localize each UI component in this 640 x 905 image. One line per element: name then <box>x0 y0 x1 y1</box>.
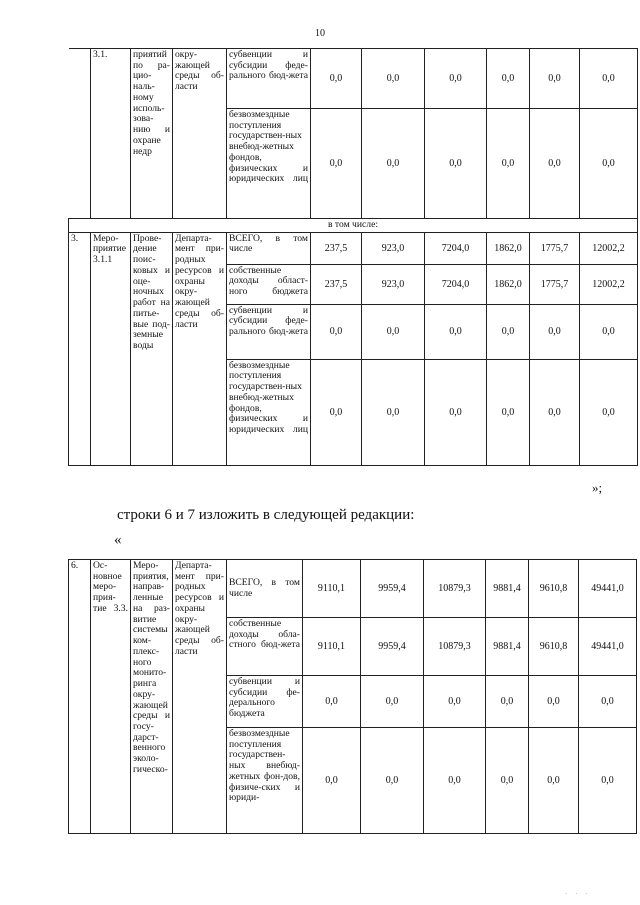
page-number: 10 <box>315 28 325 39</box>
value-cell: 1775,7 <box>530 264 580 304</box>
value-cell: 0,0 <box>580 109 638 219</box>
value-cell: 7204,0 <box>425 232 487 264</box>
funding-source: собственные доходы обла-стного бюд-жета <box>227 618 303 676</box>
row-number: 3. <box>69 232 91 465</box>
value-cell: 923,0 <box>362 232 425 264</box>
value-cell: 0,0 <box>580 49 638 109</box>
table-row <box>69 219 638 233</box>
value-cell: 0,0 <box>424 728 486 834</box>
value-cell: 923,0 <box>362 264 425 304</box>
funding-source: безвозмездные поступления государствен-ных внебюд-жетных фондов, физических и юридических лиц <box>227 109 311 219</box>
value-cell: 0,0 <box>529 728 579 834</box>
value-cell: 0,0 <box>424 676 486 728</box>
funding-source: субвенции и субсидии феде-рального бюд-жета <box>227 49 311 109</box>
value-cell: 0,0 <box>486 676 529 728</box>
value-cell: 9959,4 <box>361 618 424 676</box>
funding-source: безвозмездные поступления государствен-ных внебюд-жетных фон-дов, физиче-ских и юриди- <box>227 728 303 834</box>
value-cell: 0,0 <box>362 304 425 359</box>
value-cell: 12002,2 <box>580 232 638 264</box>
value-cell: 237,5 <box>311 232 362 264</box>
funding-source: ВСЕГО, в том числе <box>227 232 311 264</box>
value-cell: 0,0 <box>425 49 487 109</box>
closing-quote-mark: »; <box>592 480 603 495</box>
value-cell: 0,0 <box>425 109 487 219</box>
value-cell: 0,0 <box>487 304 530 359</box>
value-cell: 0,0 <box>580 359 638 465</box>
activity-name: Прове-дение поис-ковых и оце-ночных работ на питье-вые под-земные воды <box>131 232 173 465</box>
value-cell: 0,0 <box>530 359 580 465</box>
funding-source: субвенции и субсидии феде-рального бюд-жета <box>227 304 311 359</box>
budget-table-new-rows <box>68 559 637 834</box>
in-that-number-note: в том числе: <box>69 219 638 233</box>
value-cell: 1862,0 <box>487 264 530 304</box>
value-cell: 0,0 <box>362 109 425 219</box>
budget-table-continued <box>68 48 638 466</box>
event-type: Меро-приятие 3.1.1 <box>91 232 131 465</box>
value-cell: 0,0 <box>303 676 361 728</box>
table-row <box>69 232 638 264</box>
value-cell: 0,0 <box>425 304 487 359</box>
activity-name: Меро-приятия, направ-ленные на раз-витие системы ком-плекс-ного монито-ринга окру-жающей среды и госу-дарст-венного эколо-гическо- <box>131 560 173 834</box>
funding-source: безвозмездные поступления государствен-ных внебюд-жетных фондов, физических и юридических лиц <box>227 359 311 465</box>
value-cell: 1862,0 <box>487 232 530 264</box>
opening-quote-mark: « <box>114 532 122 548</box>
value-cell: 0,0 <box>311 49 362 109</box>
scan-corner-mark <box>570 0 630 6</box>
value-cell: 0,0 <box>579 728 637 834</box>
value-cell: 0,0 <box>580 304 638 359</box>
value-cell: 0,0 <box>486 728 529 834</box>
value-cell: 9110,1 <box>303 618 361 676</box>
value-cell: 0,0 <box>362 359 425 465</box>
value-cell: 0,0 <box>529 676 579 728</box>
value-cell: 0,0 <box>530 49 580 109</box>
row-number: 3.1. <box>91 49 131 219</box>
value-cell: 7204,0 <box>425 264 487 304</box>
value-cell: 0,0 <box>487 109 530 219</box>
value-cell: 9610,8 <box>529 560 579 618</box>
value-cell: 49441,0 <box>579 560 637 618</box>
value-cell: 9959,4 <box>361 560 424 618</box>
executor-name: окру-жающей среды об-ласти <box>173 49 227 219</box>
activity-name: приятий по ра-цио-наль-ному исполь-зова-нию и охране недр <box>131 49 173 219</box>
funding-source: субвенции и субсидии фе-дерального бюджета <box>227 676 303 728</box>
value-cell: 9881,4 <box>486 560 529 618</box>
value-cell: 10879,3 <box>424 560 486 618</box>
value-cell: 0,0 <box>303 728 361 834</box>
value-cell: 49441,0 <box>579 618 637 676</box>
value-cell: 0,0 <box>487 359 530 465</box>
value-cell: 9610,8 <box>529 618 579 676</box>
value-cell: 0,0 <box>362 49 425 109</box>
value-cell: 9110,1 <box>303 560 361 618</box>
scan-footer-mark: · · · <box>565 890 591 898</box>
value-cell: 237,5 <box>311 264 362 304</box>
table-row <box>69 49 638 109</box>
value-cell: 0,0 <box>530 304 580 359</box>
table-row <box>69 560 637 618</box>
amendment-statement: строки 6 и 7 изложить в следующей редакции: <box>117 507 415 523</box>
value-cell: 9881,4 <box>486 618 529 676</box>
value-cell: 0,0 <box>425 359 487 465</box>
value-cell: 0,0 <box>311 109 362 219</box>
value-cell: 12002,2 <box>580 264 638 304</box>
value-cell: 0,0 <box>579 676 637 728</box>
funding-source: ВСЕГО, в том числе <box>227 560 303 618</box>
value-cell: 0,0 <box>487 49 530 109</box>
value-cell: 1775,7 <box>530 232 580 264</box>
value-cell: 0,0 <box>361 676 424 728</box>
value-cell: 0,0 <box>361 728 424 834</box>
value-cell: 0,0 <box>311 359 362 465</box>
value-cell: 0,0 <box>311 304 362 359</box>
executor-name: Департа-мент при-родных ресурсов и охраны окру-жающей среды об-ласти <box>173 560 227 834</box>
funding-source: собственные доходы област-ного бюджета <box>227 264 311 304</box>
executor-name: Департа-мент при-родных ресурсов и охраны окру-жающей среды об-ласти <box>173 232 227 465</box>
value-cell: 10879,3 <box>424 618 486 676</box>
value-cell: 0,0 <box>530 109 580 219</box>
event-type: Ос-новное меро-прия-тие 3.3. <box>91 560 131 834</box>
row-number: 6. <box>69 560 91 834</box>
